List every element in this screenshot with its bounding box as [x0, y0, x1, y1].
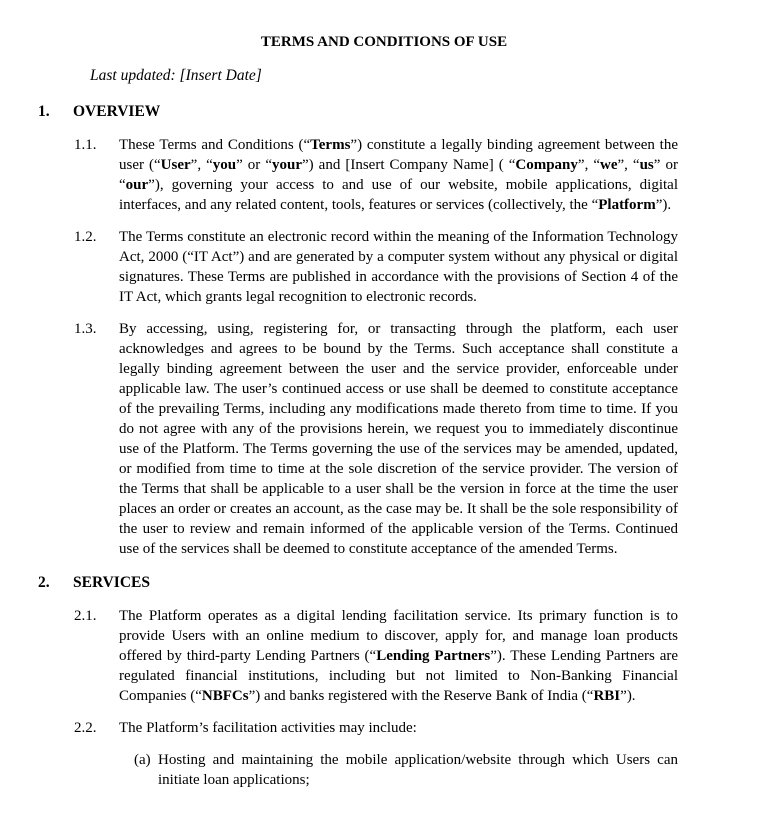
- clause-number: 2.1.: [74, 608, 97, 624]
- clause-1-2: [74, 227, 678, 307]
- item-label: (a): [134, 752, 151, 768]
- clause-number: 1.2.: [74, 229, 97, 245]
- clause-text: These Terms and Conditions (“Terms”) constitute a legally binding agreement between the user (“User”, “you” or “your”) and [Insert Company Name] ( “Company”, “we”, “us” or “our”), governing your access to and use of our website, mobile applications, digital interfaces, and any related content, tools, features or services (collectively, the “Platform”).: [119, 137, 678, 213]
- clause-text: The Platform operates as a digital lending facilitation service. Its primary function is to provide Users with an online medium to discover, apply for, and manage loan products offered by third-party Lending Partners (“Lending Partners”). These Lending Partners are regulated financial institutions, including but not limited to Non-Banking Financial Companies (“NBFCs”) and banks registered with the Reserve Bank of India (“RBI”).: [119, 608, 678, 704]
- section-title: SERVICES: [73, 574, 150, 591]
- clause-number: 1.1.: [74, 137, 97, 153]
- section-heading-overview: [38, 102, 160, 122]
- clause-number: 2.2.: [74, 720, 97, 736]
- list-item-a: [134, 750, 678, 790]
- clause-2-1: [74, 606, 678, 706]
- document-title: TERMS AND CONDITIONS OF USE: [260, 34, 508, 50]
- section-number: 2.: [38, 574, 50, 591]
- section-number: 1.: [38, 103, 50, 120]
- section-title: OVERVIEW: [73, 103, 161, 120]
- clause-1-1: [74, 135, 678, 215]
- item-text: Hosting and maintaining the mobile application/website through which Users can initiate loan applications;: [158, 752, 678, 788]
- section-heading-services: [38, 573, 150, 593]
- clause-text: The Terms constitute an electronic record within the meaning of the Information Technology Act, 2000 (“IT Act”) and are generated by a computer system without any physical or digital signatures. These Terms are published in accordance with the provisions of Section 4 of the IT Act, which grants legal recognition to electronic records.: [119, 229, 678, 305]
- clause-2-2: [74, 718, 678, 738]
- clause-1-3: [74, 319, 678, 559]
- clause-text: The Platform’s facilitation activities may include:: [119, 720, 417, 736]
- clause-text: By accessing, using, registering for, or transacting through the platform, each user acknowledges and agrees to be bound by the Terms. Such acceptance shall constitute a legally binding agreement between the user and the service provider, enforceable under applicable law. The user’s continued access or use shall be deemed to constitute acceptance of the prevailing Terms, including any modifications made thereto from time to time. If you do not agree with any of the provisions herein, we request you to immediately discontinue use of the Platform. The Terms governing the use of the services may be amended, updated, or modified from time to time at the sole discretion of the service provider. The version of the Terms that shall be applicable to a user shall be the version in force at the time the user places an order or creates an account, as the case may be. It shall be the sole responsibility of the user to review and remain informed of the applicable version of the Terms. Continued use of the services shall be deemed to constitute acceptance of the amended Terms.: [119, 321, 678, 557]
- clause-number: 1.3.: [74, 321, 97, 337]
- last-updated: Last updated: [Insert Date]: [90, 67, 262, 84]
